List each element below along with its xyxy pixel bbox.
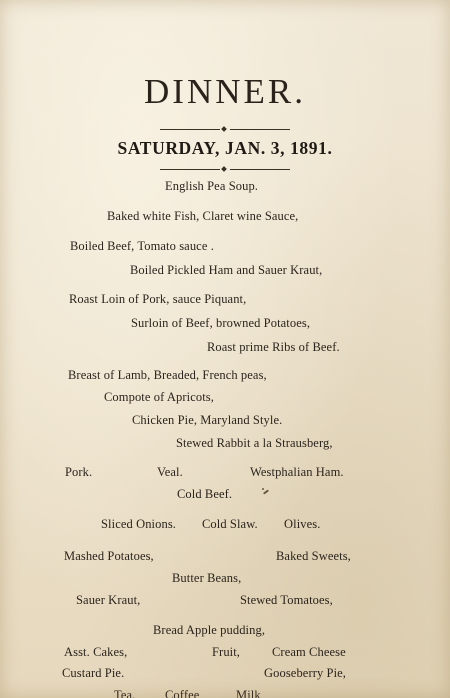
menu-item-coffee: Coffee [165,688,200,698]
menu-item-soup: English Pea Soup. [165,179,259,193]
menu-item-sauer-kraut: Sauer Kraut, [76,593,141,607]
menu-item-cold-pork: Pork. [65,465,93,479]
menu-item-stewed-tomatoes: Stewed Tomatoes, [240,593,333,607]
menu-item-olives: Olives. [284,517,321,531]
menu-item-cakes: Asst. Cakes, [64,645,128,659]
menu-item-fish: Baked white Fish, Claret wine Sauce, [107,209,299,223]
menu-item-cold-veal: Veal. [157,465,183,479]
menu-date: SATURDAY, JAN. 3, 1891. [117,138,333,158]
menu-item-bread-pudding: Bread Apple pudding, [153,623,266,637]
paper-speck [263,489,269,494]
menu-item-butter-beans: Butter Beans, [172,571,242,585]
menu-item-fruit: Fruit, [212,645,241,659]
menu-title: DINNER. [144,72,306,111]
ornament-rule-top [160,129,220,130]
menu-item-slaw: Cold Slaw. [202,517,258,531]
paper-speck [262,488,264,490]
ornament-diamond-bottom [221,166,227,172]
ornament-diamond-top [221,126,227,132]
menu-item-milk: Milk [236,688,261,698]
menu-item-boiled-ham: Boiled Pickled Ham and Sauer Kraut, [130,263,323,277]
menu-item-boiled-beef: Boiled Beef, Tomato sauce . [70,239,214,253]
menu-item-cream-cheese: Cream Cheese [272,645,346,659]
menu-item-cold-ham: Westphalian Ham. [250,465,344,479]
menu-item-tea: Tea. [114,688,136,698]
menu-item-lamb: Breast of Lamb, Breaded, French peas, [68,368,267,382]
ornament-rule-bottom-right [230,169,290,170]
ornament-rule-bottom [160,169,220,170]
ornament-rule-top-right [230,129,290,130]
menu-item-onions: Sliced Onions. [101,517,177,531]
menu-item-cold-beef: Cold Beef. [177,487,233,501]
menu-item-mashed-potatoes: Mashed Potatoes, [64,549,154,563]
menu-item-apricots: Compote of Apricots, [104,390,214,404]
menu-item-custard-pie: Custard Pie. [62,666,125,680]
menu-item-prime-ribs: Roast prime Ribs of Beef. [207,340,340,354]
menu-item-sirloin: Surloin of Beef, browned Potatoes, [131,316,311,330]
menu-item-rabbit: Stewed Rabbit a la Strausberg, [176,436,333,450]
menu-item-chicken-pie: Chicken Pie, Maryland Style. [132,413,283,427]
menu-item-roast-pork: Roast Loin of Pork, sauce Piquant, [69,292,247,306]
menu-item-gooseberry-pie: Gooseberry Pie, [264,666,347,680]
menu-item-baked-sweets: Baked Sweets, [276,549,351,563]
